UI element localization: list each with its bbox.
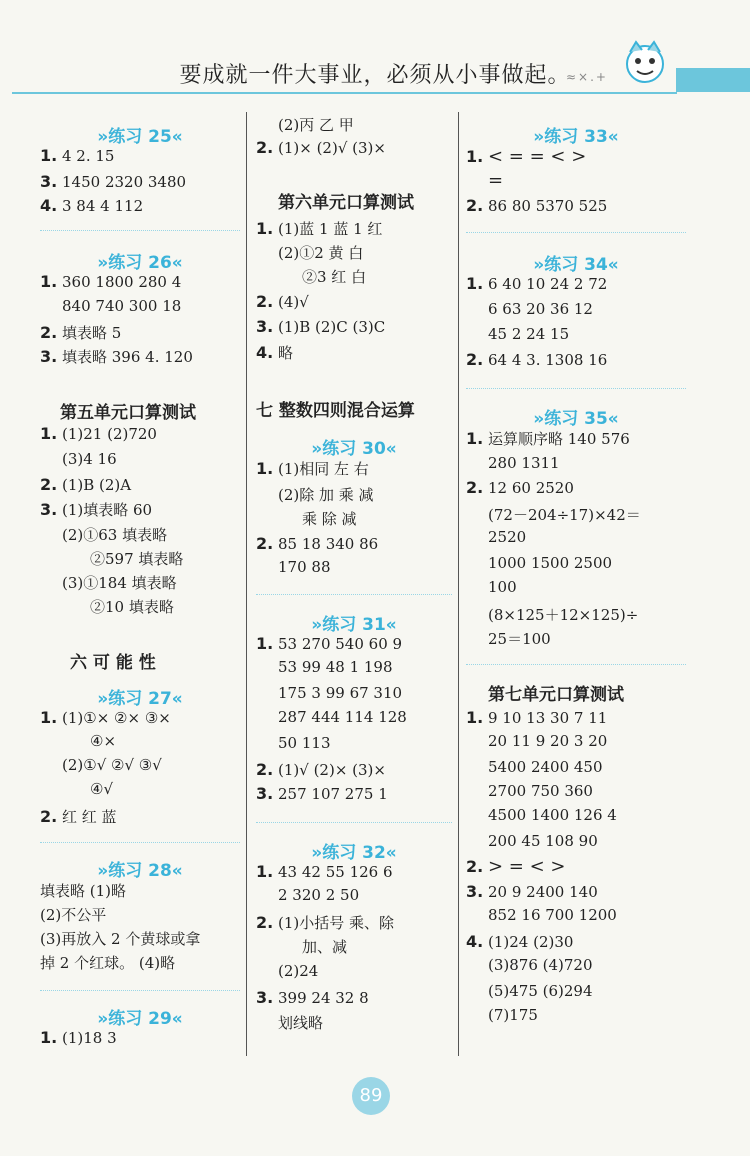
answer-row: 1. (1)①× ②× ③×: [40, 708, 171, 727]
answer-row: (2)除 加 乘 减: [278, 486, 374, 504]
answer-row: 100: [488, 578, 517, 596]
answer-row: 53 99 48 1 198: [278, 658, 393, 676]
answer-row: 加、减: [302, 938, 348, 956]
unit-test-title: 第七单元口算测试: [488, 685, 624, 705]
answer-row: 2700 750 360: [488, 782, 593, 800]
answer-row: 3. 1450 2320 3480: [40, 172, 187, 191]
page-number: 89: [352, 1077, 390, 1115]
answer-row: (7)175: [488, 1006, 538, 1024]
answer-row: 852 16 700 1200: [488, 906, 617, 924]
dotted-divider: [40, 990, 240, 991]
answer-row: 2. (1)√ (2)× (3)×: [256, 760, 386, 779]
dotted-divider: [256, 822, 452, 823]
dotted-divider: [40, 230, 240, 231]
answer-row: 1000 1500 2500: [488, 554, 613, 572]
answer-row: =: [488, 170, 504, 191]
answer-row: 4. 3 84 4 112: [40, 196, 144, 215]
answer-row: 2. 12 60 2520: [466, 478, 574, 497]
dotted-divider: [466, 388, 686, 389]
answer-row: (2)24: [278, 962, 319, 980]
answer-row: 6 63 20 36 12: [488, 300, 593, 318]
answer-row: (2)①√ ②√ ③√: [62, 756, 162, 774]
header-title: 要成就一件大事业，必须从小事做起。: [179, 63, 571, 88]
answer-row: 1. 运算顺序略 140 576: [466, 429, 630, 448]
section-title: »练习 26«: [97, 253, 183, 273]
answer-row: 1. (1)21 (2)720: [40, 424, 157, 443]
section-title: »练习 30«: [311, 439, 397, 459]
answer-row: ②3 红 白: [302, 268, 367, 286]
dotted-divider: [256, 594, 452, 595]
answer-row: ④×: [90, 732, 117, 750]
answer-row: 2. (4)√: [256, 292, 309, 311]
answer-row: 3. (1)填表略 60: [40, 500, 153, 519]
column-divider: [458, 112, 459, 1056]
answer-row: 4500 1400 126 4: [488, 806, 617, 824]
answer-row: 2. > = < >: [466, 856, 566, 877]
answer-row: 2. 64 4 3. 1308 16: [466, 350, 608, 369]
answer-row: ②597 填表略: [90, 550, 184, 568]
answer-row: (3)再放入 2 个黄球或拿: [40, 930, 201, 948]
header-rule: [12, 92, 677, 94]
answer-row: (72－204÷17)×42＝: [488, 506, 641, 524]
answer-row: 1. 6 40 10 24 2 72: [466, 274, 608, 293]
chapter-title: 七 整数四则混合运算: [256, 401, 415, 421]
answer-row: 170 88: [278, 558, 331, 576]
section-title: »练习 28«: [97, 861, 183, 881]
answer-row: 3. 20 9 2400 140: [466, 882, 598, 901]
answer-row: 2520: [488, 528, 527, 546]
answer-row: 掉 2 个红球。 (4)略: [40, 954, 176, 972]
answer-row: 1. 4 2. 15: [40, 146, 115, 165]
answer-row: 2. (1)B (2)A: [40, 475, 132, 494]
mascot-icon: [618, 34, 672, 88]
section-title: »练习 25«: [97, 127, 183, 147]
answer-row: 2. 填表略 5: [40, 323, 122, 342]
answer-row: (3)4 16: [62, 450, 117, 468]
dotted-divider: [466, 232, 686, 233]
answer-row: 2. (1)小括号 乘、除: [256, 913, 395, 932]
unit-test-title: 第六单元口算测试: [278, 193, 414, 213]
section-title: »练习 27«: [97, 689, 183, 709]
answer-row: 25＝100: [488, 630, 551, 648]
answer-row: 175 3 99 67 310: [278, 684, 403, 702]
section-title: »练习 35«: [533, 409, 619, 429]
answer-row: 1. (1)18 3: [40, 1028, 117, 1047]
answer-row: 200 45 108 90: [488, 832, 598, 850]
answer-row: 2 320 2 50: [278, 886, 360, 904]
section-title: »练习 32«: [311, 843, 397, 863]
chapter-title: 六 可 能 性: [70, 653, 156, 673]
answer-row: 1. 53 270 540 60 9: [256, 634, 403, 653]
section-title: »练习 34«: [533, 255, 619, 275]
answer-row: 填表略 (1)略: [40, 882, 127, 900]
answer-row: 2. (1)× (2)√ (3)×: [256, 138, 386, 157]
unit-test-title: 第五单元口算测试: [60, 403, 196, 423]
answer-row: 3. 399 24 32 8: [256, 988, 369, 1007]
header-accent-bar: [676, 68, 750, 92]
answer-row: 1. < = = < >: [466, 146, 587, 167]
dotted-divider: [40, 842, 240, 843]
answer-row: (2)不公平: [40, 906, 107, 924]
section-title: »练习 29«: [97, 1009, 183, 1029]
answer-row: (3)876 (4)720: [488, 956, 593, 974]
dotted-divider: [466, 664, 686, 665]
answer-row: 3. (1)B (2)C (3)C: [256, 317, 386, 336]
answer-row: 2. 85 18 340 86: [256, 534, 379, 553]
answer-row: (2)①2 黄 白: [278, 244, 364, 262]
answer-row: (3)①184 填表略: [62, 574, 177, 592]
answer-row: 1. 9 10 13 30 7 11: [466, 708, 608, 727]
answer-row: ②10 填表略: [90, 598, 174, 616]
answer-row: 50 113: [278, 734, 331, 752]
answer-row: 划线略: [278, 1014, 324, 1032]
answer-row: 280 1311: [488, 454, 560, 472]
column-divider: [246, 112, 247, 1056]
answer-row: 1. 360 1800 280 4: [40, 272, 182, 291]
answer-row: 20 11 9 20 3 20: [488, 732, 608, 750]
header-doodle: ≈×.+: [566, 70, 608, 84]
answer-row: 2. 红 红 蓝: [40, 807, 117, 826]
answer-row: 4. (1)24 (2)30: [466, 932, 574, 951]
answer-row: 乘 除 减: [302, 510, 357, 528]
section-title: »练习 33«: [533, 127, 619, 147]
answer-row: 3. 填表略 396 4. 120: [40, 347, 193, 366]
answer-row: 1. 43 42 55 126 6: [256, 862, 393, 881]
answer-row: 2. 86 80 5370 525: [466, 196, 608, 215]
section-title: »练习 31«: [311, 615, 397, 635]
answer-row: 45 2 24 15: [488, 325, 570, 343]
answer-row: (2)丙 乙 甲: [278, 116, 354, 134]
answer-row: 4. 略: [256, 343, 294, 362]
answer-row: (2)①63 填表略: [62, 526, 168, 544]
answer-row: (5)475 (6)294: [488, 982, 593, 1000]
answer-row: 1. (1)蓝 1 蓝 1 红: [256, 219, 383, 238]
answer-row: 5400 2400 450: [488, 758, 603, 776]
answer-row: 287 444 114 128: [278, 708, 407, 726]
answer-row: 840 740 300 18: [62, 297, 182, 315]
answer-row: 3. 257 107 275 1: [256, 784, 388, 803]
answer-row: ④√: [90, 780, 114, 798]
answer-row: (8×125＋12×125)÷: [488, 606, 639, 624]
answer-row: 1. (1)相同 左 右: [256, 459, 369, 478]
